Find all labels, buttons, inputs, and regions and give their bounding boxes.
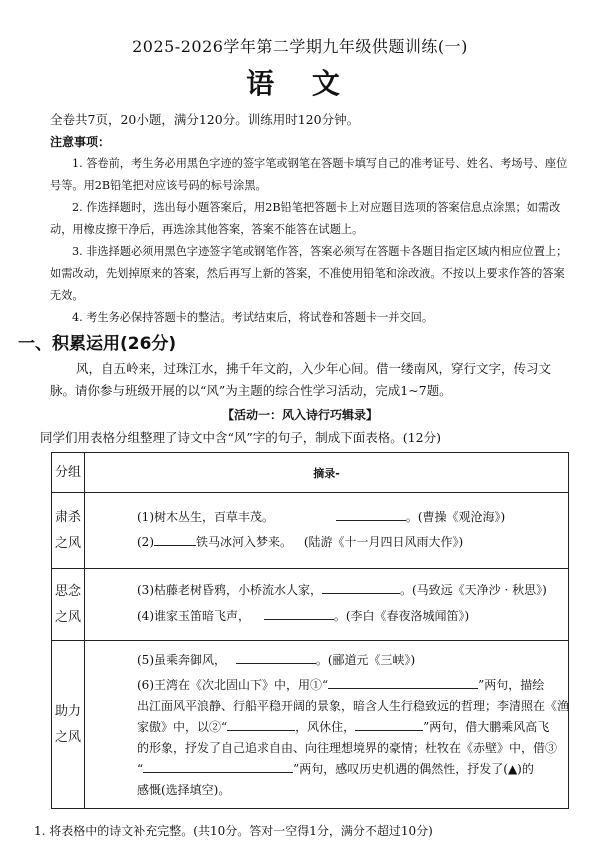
line-4-source: 。(李白《春夜洛城闻笛》) [333, 609, 470, 623]
table-header-group: 分组 [52, 453, 85, 493]
para-6-line3a: 家傲》中，以②“ [137, 720, 228, 734]
excerpt-cell [85, 493, 569, 569]
para-6-part1: (6)王湾在《次北固山下》中，用①“ [137, 678, 329, 692]
notice-item-1: 1. 答卷前，考生务必用黑色字迹的签字笔或钢笔在答题卡填写自己的准考证号、姓名、考场号、座位号等。用2B铅笔把对应该号码的标号涂黑。 [50, 157, 568, 192]
section-title: 一、积累运用(26分) [18, 334, 177, 354]
line-5-source: 。(郦道元《三峡》) [315, 653, 416, 667]
exam-title: 2025-2026学年第二学期九年级供题训练(一) [132, 37, 468, 56]
line-1-text: (1)树木丛生，百草丰茂。 [137, 510, 274, 524]
para-6-part2: ”两句，描绘 [478, 678, 545, 692]
para-6-line3b: ，风休住， [295, 720, 356, 734]
notice-heading: 注意事项： [50, 135, 111, 149]
line-2-label: (2) [137, 535, 154, 549]
line-3-source: 。(马致远《天净沙 · 秋思》) [400, 583, 547, 597]
blank-2[interactable] [154, 533, 196, 546]
blank-4[interactable] [264, 607, 334, 620]
blank-5[interactable] [236, 651, 316, 664]
poetry-table [51, 452, 569, 809]
group-name [52, 641, 85, 809]
para-6-line5b: ”两句，感叹历史机遇的偶然性，抒发了(▲)的 [293, 762, 534, 776]
table-header-excerpt: 摘录- [85, 453, 569, 493]
notice-item-2: 2. 作选择题时，选出每小题答案后，用2B铅笔把答题卡上对应题目选项的答案信息点涂黑；如需改动，用橡皮擦干净后，再选涂其他答案，答案不能答在试题上。 [50, 201, 561, 236]
blank-6-1[interactable] [328, 676, 478, 689]
line-2-text: 铁马冰河入梦来。 [196, 535, 293, 549]
blank-3[interactable] [322, 581, 400, 594]
activity-description: 同学们用表格分组整理了诗文中含“风”字的句子，制成下面表格。(12分) [40, 430, 441, 445]
notice-item-3: 3. 非选择题必须用黑色字迹签字笔或钢笔作答，答案必须写在答题卡各题目指定区域内相应位置上；如需改动，先划掉原来的答案，然后再写上新的答案，不准使用铅笔和涂改液。不按以上要求作答的答案无效。 [50, 245, 568, 302]
section-intro: 风，自五岭来，过珠江水，拂千年文韵，入少年心间。借一缕南风，穿行文字，传习文脉。请你参与班级开展的以“风”为主题的综合性学习活动，完成1~7题。 [50, 361, 552, 398]
group-name-line2: 之风 [54, 729, 81, 745]
table-row [52, 569, 569, 641]
group-name-line2: 之风 [54, 535, 81, 551]
para-6-line2: 出江面风平浪静、行船平稳开阔的景象，暗含人生行稳致远的哲理；李清照在《渔 [137, 699, 570, 713]
para-6-line3c: ”两句，借大鹏乘风高飞 [423, 720, 550, 734]
excerpt-cell [85, 569, 569, 641]
para-6-line6: 感慨(选择填空)。 [137, 783, 231, 797]
group-name [52, 493, 85, 569]
activity-title: 【活动一：风入诗行巧辑录】 [221, 408, 378, 422]
table-row [52, 641, 569, 809]
blank-6-2a[interactable] [227, 718, 295, 731]
excerpt-cell [85, 641, 569, 809]
notice-item-4: 4. 考生务必保持答题卡的整洁。考试结束后，将试卷和答题卡一并交回。 [72, 311, 434, 324]
group-name-line1: 思念 [54, 583, 81, 599]
blank-6-3[interactable] [143, 760, 293, 773]
para-6-line4: 的形象，抒发了自己追求自由、向往理想境界的豪情；杜牧在《赤壁》中，借③ [137, 741, 558, 755]
subject-title: 语 文 [246, 67, 354, 100]
line-1-source: 。(曹操《观沧海》) [405, 510, 506, 524]
blank-1[interactable] [336, 508, 406, 521]
line-3-text: (3)枯藤老树昏鸦，小桥流水人家， [137, 583, 322, 597]
question-1: 1. 将表格中的诗文补充完整。(共10分。答对一空得1分，满分不超过10分) [34, 824, 433, 838]
line-5-text: (5)虽乘奔御风， [137, 653, 226, 667]
table-row [52, 493, 569, 569]
line-4-text: (4)谁家玉笛暗飞声， [137, 609, 250, 623]
group-name [52, 569, 85, 641]
group-name-line2: 之风 [54, 609, 81, 625]
blank-6-2b[interactable] [355, 718, 423, 731]
para-6-line5a: “ [137, 762, 144, 776]
group-name-line1: 肃杀 [54, 509, 81, 525]
exam-summary: 全卷共7页，20小题，满分120分。训练用时120分钟。 [50, 112, 360, 127]
group-name-line1: 助力 [54, 703, 81, 719]
line-2-source: (陆游《十一月四日风雨大作》) [303, 535, 464, 549]
